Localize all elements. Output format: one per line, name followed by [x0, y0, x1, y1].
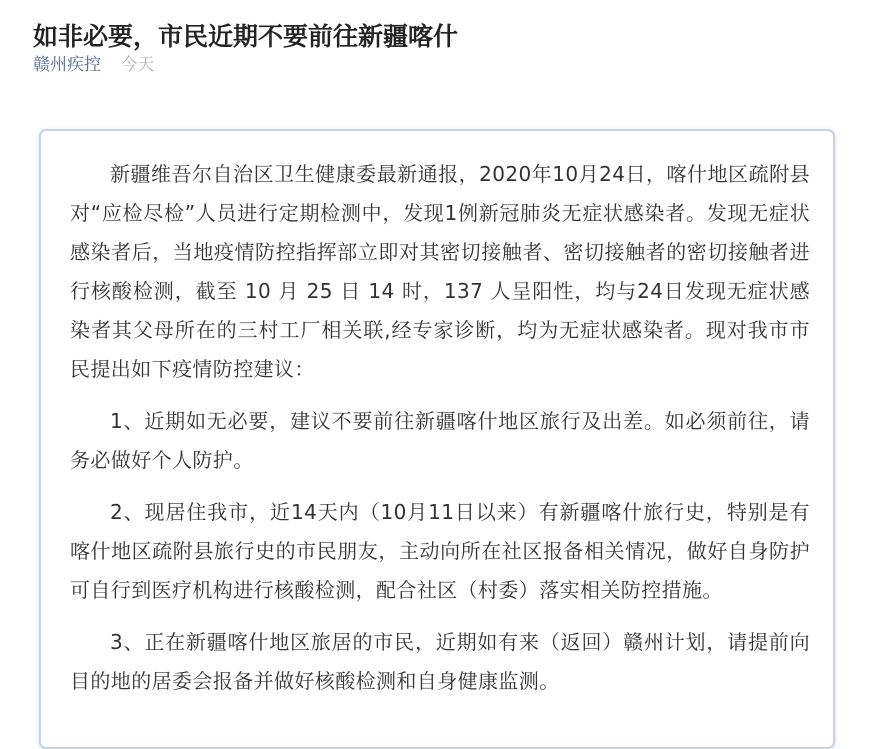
advice-item-2: 2、现居住我市，近14天内（10月11日以来）有新疆喀什旅行史，特别是有喀什地区疏附县旅行史的市民朋友，主动向所在社区报备相关情况，做好自身防护可自行到医疗机构进行核酸检测，配合社区（村委）落实相关防控措施。	[70, 500, 810, 602]
advice-item-1: 1、近期如无必要，建议不要前往新疆喀什地区旅行及出差。如必须前往，请务必做好个人防护。	[70, 409, 810, 472]
article-title: 如非必要，市民近期不要前往新疆喀什	[33, 21, 459, 51]
notice-content	[70, 155, 810, 714]
notice-card	[39, 129, 835, 749]
publish-date: 今天	[120, 55, 155, 75]
advice-item-3: 3、正在新疆喀什地区旅居的市民，近期如有来（返回）赣州计划，请提前向目的地的居委会报备并做好核酸检测和自身健康监测。	[70, 630, 810, 693]
source-account-link[interactable]: 赣州疾控	[33, 55, 101, 75]
article-meta	[33, 53, 154, 77]
intro-paragraph: 新疆维吾尔自治区卫生健康委最新通报，2020年10月24日，喀什地区疏附县对“应检尽检”人员进行定期检测中，发现1例新冠肺炎无症状感染者。发现无症状感染者后，当地疫情防控指挥部立即对其密切接触者、密切接触者的密切接触者进行核酸检测，截至 10 月 25 日 14 时，137 人呈阳性，均与24日发现无症状感染者其父母所在的三村工厂相关联,经专家诊断，均为无症状感染者。现对我市市民提出如下疫情防控建议：	[70, 162, 810, 381]
